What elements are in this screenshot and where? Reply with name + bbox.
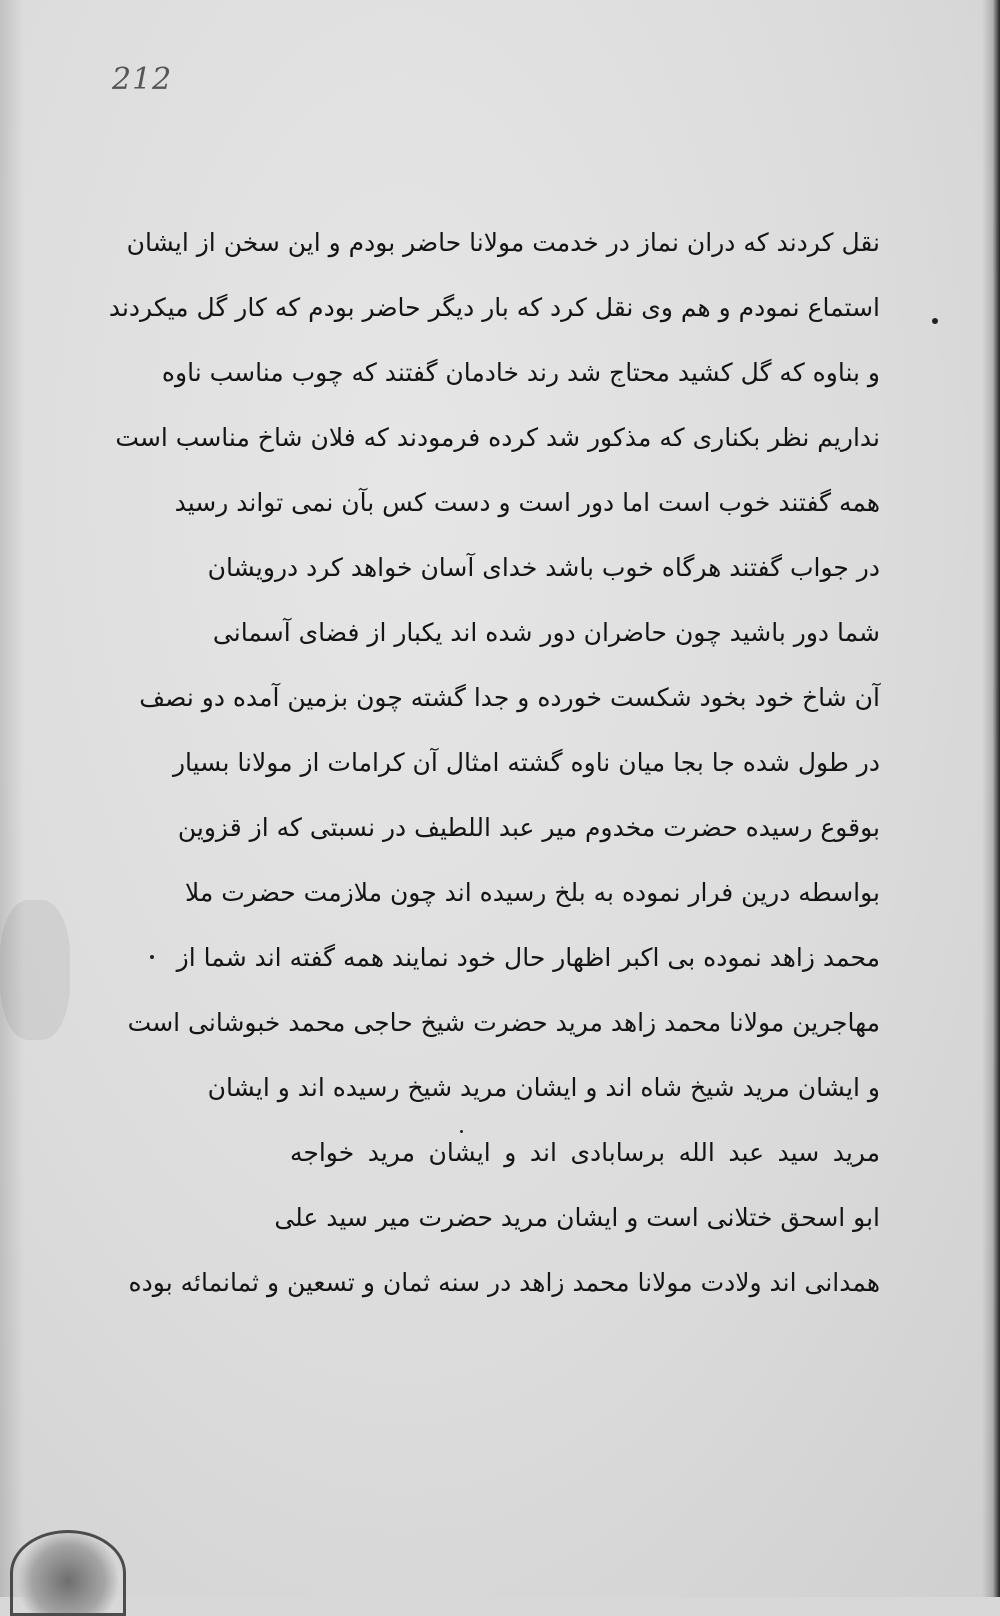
- page-left-edge: [0, 0, 24, 1597]
- text-line: همدانی اند ولادت مولانا محمد زاهد در سنه ثمان و تسعین و ثمانمائه بوده: [128, 1268, 880, 1297]
- text-line: نداریم نظر بکناری که مذکور شد کرده فرمودند که فلان شاخ مناسب است: [115, 423, 880, 452]
- text-line: آن شاخ خود بخود شکست خورده و جدا گشته چون بزمین آمده دو نصف: [139, 683, 880, 712]
- page-shadow: [0, 900, 70, 1040]
- text-line: مرید سید عبد الله برسابادی اند و ایشان مرید خواجه: [290, 1138, 880, 1167]
- text-line: محمد زاهد نموده بی اکبر اظهار حال خود نمایند همه گفته اند شما از: [176, 943, 880, 972]
- ink-spot: [932, 318, 938, 324]
- page-right-edge: [982, 0, 1000, 1597]
- text-line: مهاجرین مولانا محمد زاهد مرید حضرت شیخ حاجی محمد خبوشانی است: [127, 1008, 880, 1037]
- text-line: نقل کردند که دران نماز در خدمت مولانا حاضر بودم و این سخن از ایشان: [126, 228, 880, 257]
- ink-spot: [150, 955, 154, 959]
- text-line: ابو اسحق ختلانی است و ایشان مرید حضرت میر سید علی: [274, 1203, 880, 1232]
- text-line: بوقوع رسیده حضرت مخدوم میر عبد اللطیف در نسبتی که از قزوین: [177, 813, 880, 842]
- text-line: همه گفتند خوب است اما دور است و دست کس بآن نمی تواند رسید: [174, 488, 880, 517]
- text-line: در طول شده جا بجا میان ناوه گشته امثال آن کرامات از مولانا بسیار: [172, 748, 880, 777]
- text-line: و بناوه که گل کشید محتاج شد رند خادمان گفتند که چوب مناسب ناوه: [161, 358, 880, 387]
- ink-spot: [460, 1130, 463, 1133]
- text-line: بواسطه درین فرار نموده به بلخ رسیده اند چون ملازمت حضرت ملا: [185, 878, 880, 907]
- page-number: 212: [112, 62, 173, 97]
- text-line: شما دور باشید چون حاضران دور شده اند یکبار از فضای آسمانی: [212, 618, 880, 647]
- text-line: و ایشان مرید شیخ شاه اند و ایشان مرید شیخ رسیده اند و ایشان: [207, 1073, 880, 1102]
- corner-stain: [10, 1530, 126, 1616]
- text-line: استماع نمودم و هم وی نقل کرد که بار دیگر حاضر بودم که کار گل میکردند: [108, 293, 880, 322]
- text-line: در جواب گفتند هرگاه خوب باشد خدای آسان خواهد کرد درویشان: [207, 553, 880, 582]
- manuscript-text: [108, 210, 880, 1315]
